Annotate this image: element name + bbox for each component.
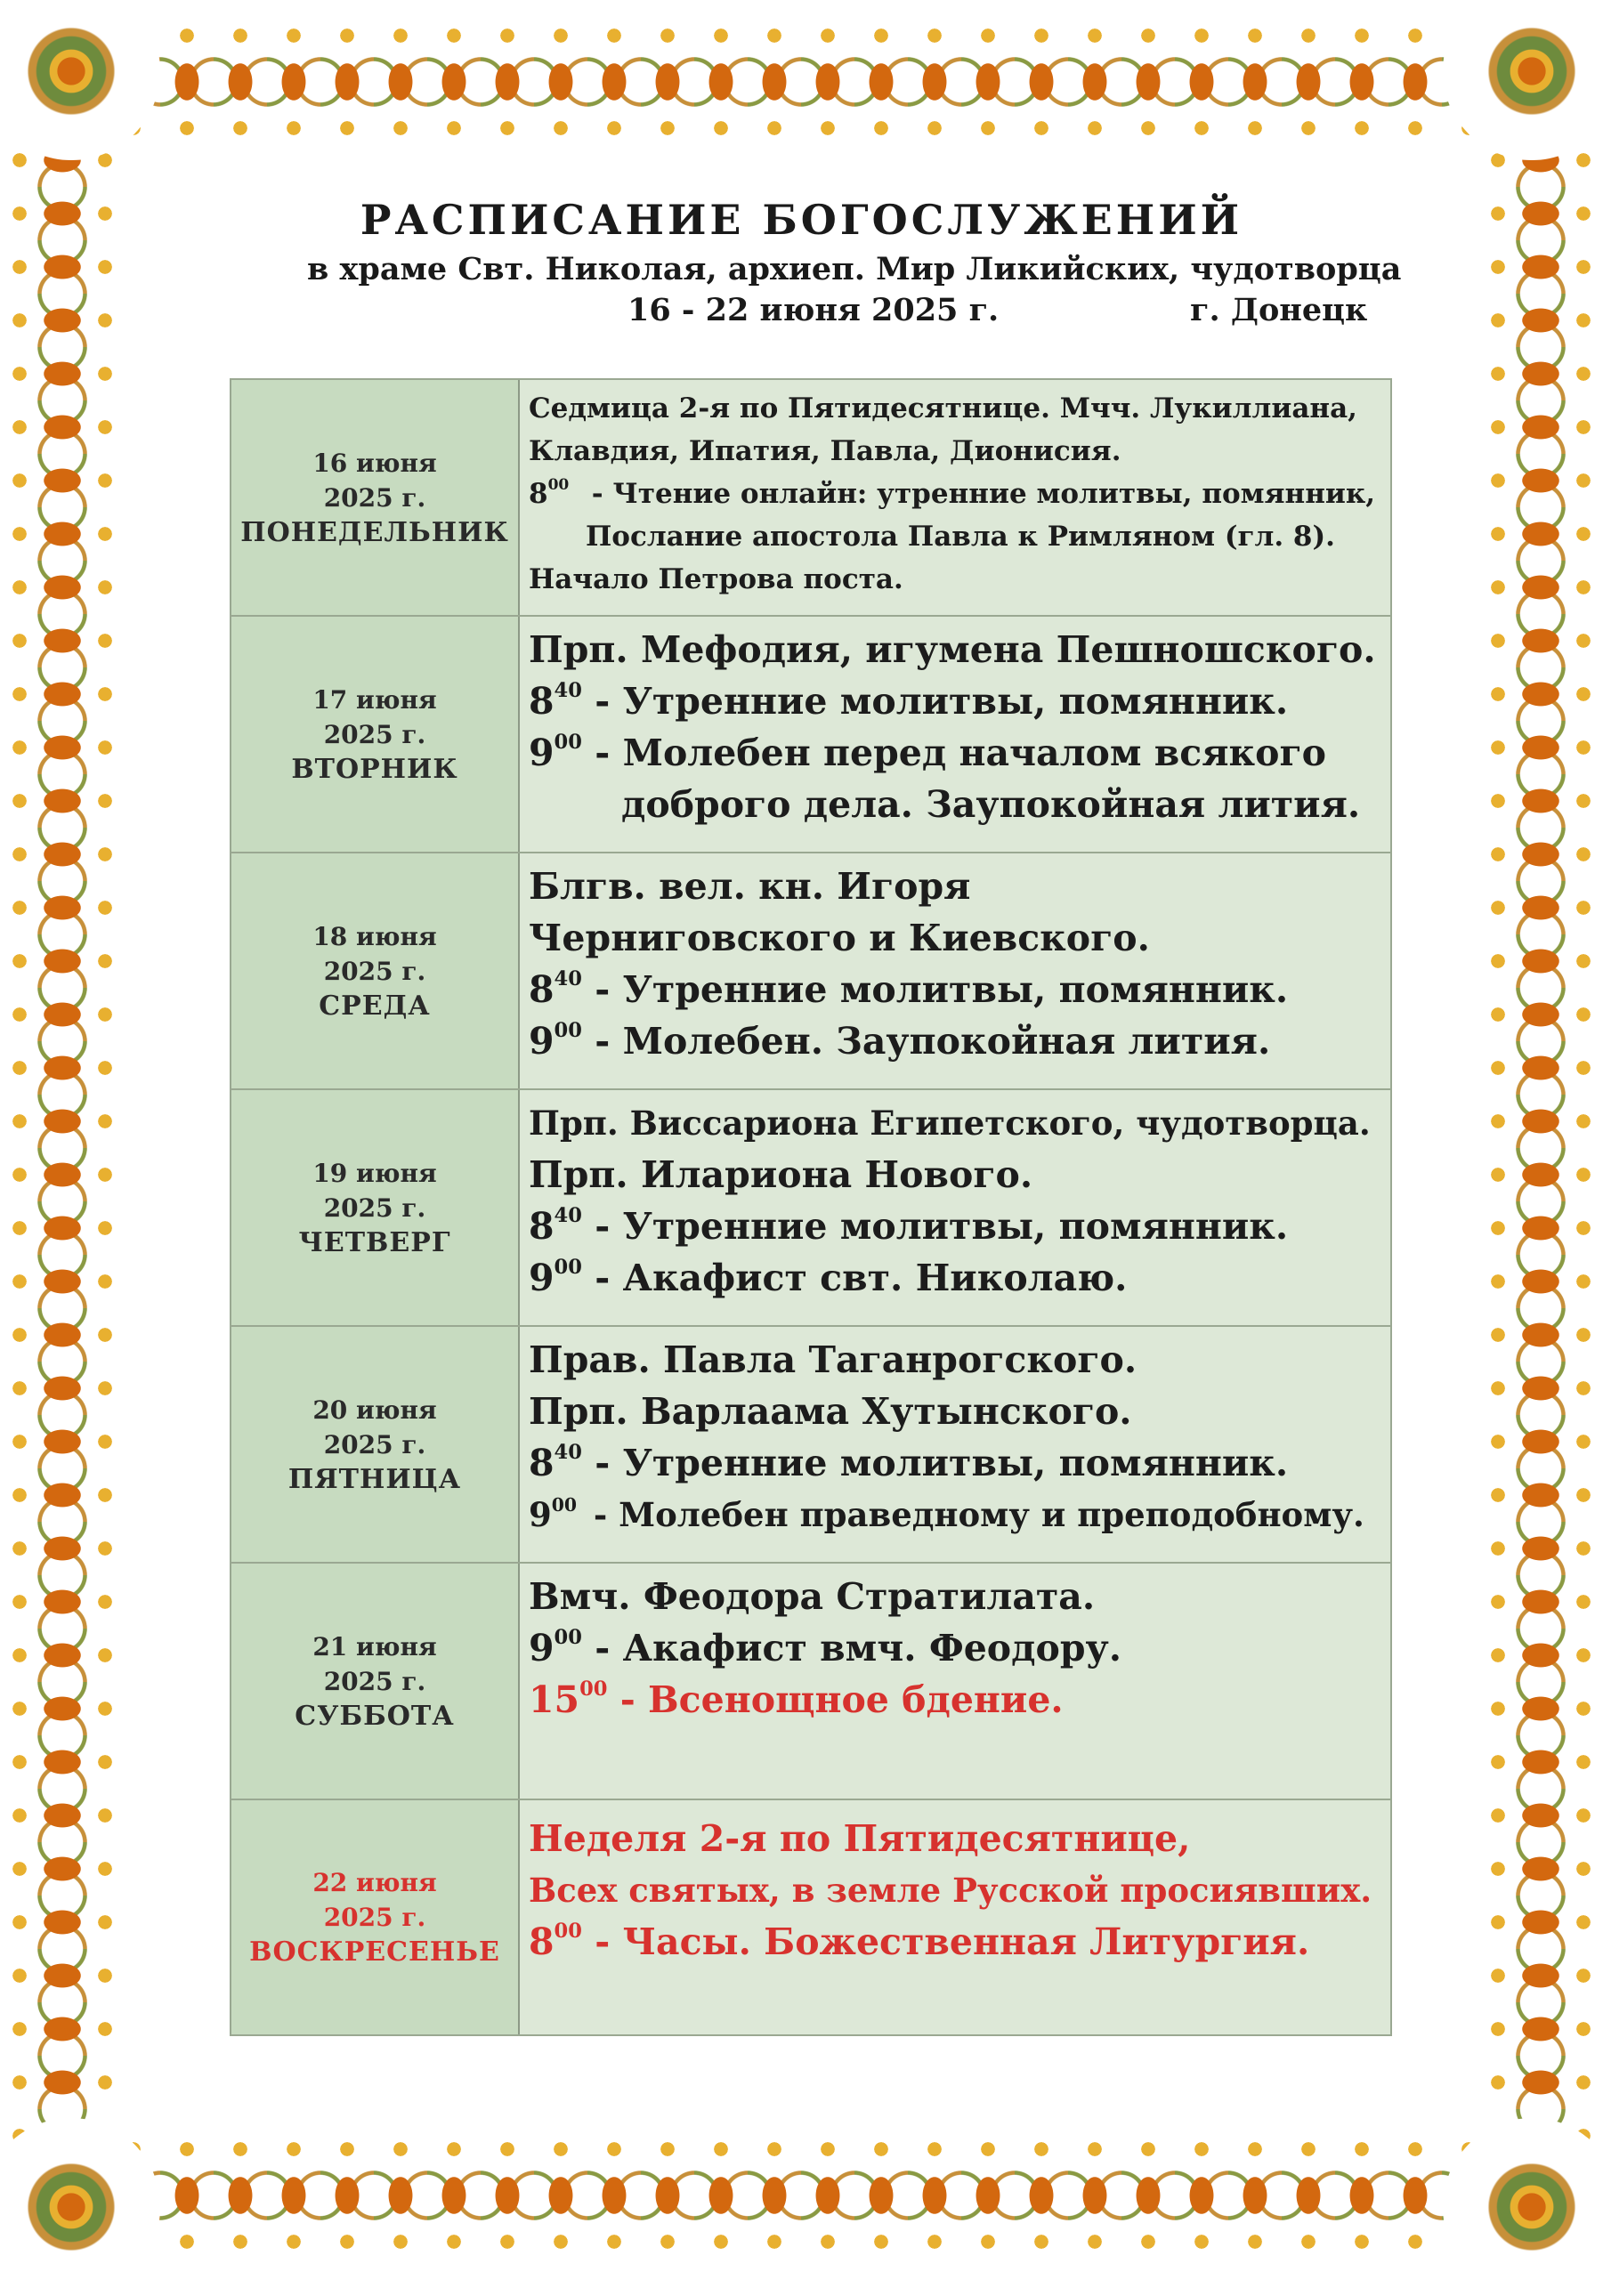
day-weekday: ВОСКРЕСЕНЬЕ xyxy=(249,1936,500,1968)
service-line: Блгв. вел. кн. Игоря xyxy=(529,865,971,908)
service-line: $9^{00}$ - Молебен. Заупокойная лития. xyxy=(529,1015,1385,1067)
service-time: $8^{00}$ xyxy=(529,1919,582,1963)
day-date: 20 июня xyxy=(312,1395,437,1425)
day-weekday: ПОНЕДЕЛЬНИК xyxy=(240,516,509,548)
day-row-friday xyxy=(231,1327,1390,1564)
day-year: 2025 г. xyxy=(323,1429,426,1459)
service-line: Клавдия, Ипатия, Павла, Дионисия. xyxy=(529,435,1121,467)
service-line: Черниговского и Киевского. xyxy=(529,917,1150,959)
date-cell xyxy=(231,380,520,615)
schedule-table xyxy=(230,378,1392,2036)
service-time: $8^{00}$ xyxy=(529,476,570,510)
date-cell xyxy=(231,1800,520,2034)
service-time: $9^{00}$ xyxy=(529,730,582,774)
ornament-border-left xyxy=(0,133,125,2145)
service-cell xyxy=(520,617,1390,852)
day-date: 16 июня xyxy=(312,448,437,478)
service-line: $8^{00}$ - Чтение онлайн: утренние молитвы, помянник, xyxy=(529,473,1385,515)
service-time: $8^{40}$ xyxy=(529,966,582,1011)
service-time: $9^{00}$ xyxy=(529,1255,582,1299)
service-cell xyxy=(520,1800,1390,2034)
service-cell xyxy=(520,1564,1390,1799)
service-line: Прав. Павла Таганрогского. xyxy=(529,1338,1137,1381)
service-line: Прп. Мефодия, игумена Пешношского. xyxy=(529,628,1376,671)
service-time: $8^{40}$ xyxy=(529,678,582,723)
service-line: Прп. Илариона Нового. xyxy=(529,1153,1033,1196)
service-line: $8^{40}$ - Утренние молитвы, помянник. xyxy=(529,1437,1385,1489)
service-line: Неделя 2-я по Пятидесятнице, xyxy=(529,1817,1191,1860)
day-row-thursday xyxy=(231,1090,1390,1327)
ornament-border-right xyxy=(1478,133,1603,2145)
service-time: $9^{00}$ xyxy=(529,1018,582,1063)
day-weekday: ПЯТНИЦА xyxy=(287,1463,462,1495)
day-year: 2025 г. xyxy=(323,1192,426,1223)
ornament-border-top xyxy=(0,0,1603,165)
day-date: 19 июня xyxy=(312,1158,437,1188)
service-line: Всех святых, в земле Русской просиявших. xyxy=(529,1871,1372,1910)
service-line: Прп. Варлаама Хутынского. xyxy=(529,1390,1132,1433)
day-date: 17 июня xyxy=(312,684,437,715)
service-line: $8^{00}$ - Часы. Божественная Литургия. xyxy=(529,1916,1385,1968)
day-date: 18 июня xyxy=(312,921,437,951)
service-cell xyxy=(520,853,1390,1088)
service-line: доброго дела. Заупокойная лития. xyxy=(621,783,1361,826)
date-cell xyxy=(231,1090,520,1325)
day-weekday: ВТОРНИК xyxy=(291,753,458,785)
date-cell xyxy=(231,853,520,1088)
service-line: $8^{40}$ - Утренние молитвы, помянник. xyxy=(529,675,1385,727)
service-line: Начало Петрова поста. xyxy=(529,563,903,595)
service-line: $9^{00}$ - Акафист вмч. Феодору. xyxy=(529,1622,1385,1674)
service-cell xyxy=(520,1090,1390,1325)
service-time: $8^{40}$ xyxy=(529,1203,582,1248)
day-year: 2025 г. xyxy=(323,719,426,749)
service-line: Вмч. Феодора Стратилата. xyxy=(529,1575,1096,1618)
day-year: 2025 г. xyxy=(323,482,426,513)
service-time: $8^{40}$ xyxy=(529,1440,582,1484)
day-date: 21 июня xyxy=(312,1631,437,1661)
page-title: РАСПИСАНИЕ БОГОСЛУЖЕНИЙ xyxy=(360,196,1243,244)
date-cell xyxy=(231,1327,520,1562)
day-row-tuesday xyxy=(231,617,1390,853)
day-weekday: ЧЕТВЕРГ xyxy=(298,1226,451,1258)
day-weekday: СРЕДА xyxy=(319,990,431,1022)
service-line: $8^{40}$ - Утренние молитвы, помянник. xyxy=(529,964,1385,1015)
service-time: $9^{00}$ xyxy=(529,1625,582,1669)
service-cell xyxy=(520,1327,1390,1562)
service-time: $15^{00}$ xyxy=(529,1677,608,1721)
date-cell xyxy=(231,617,520,852)
city-name: г. Донецк xyxy=(1190,292,1368,328)
service-line-vigil: $15^{00}$ - Всенощное бдение. xyxy=(529,1674,1385,1726)
day-year: 2025 г. xyxy=(323,956,426,986)
service-line: Послание апостола Павла к Римляном (гл. 8). xyxy=(586,521,1335,553)
service-line: Седмица 2-я по Пятидесятнице. Мчч. Лукиллиана, xyxy=(529,392,1357,424)
day-date: 22 июня xyxy=(312,1868,437,1897)
date-cell xyxy=(231,1564,520,1799)
service-line: $8^{40}$ - Утренние молитвы, помянник. xyxy=(529,1201,1385,1252)
church-name: в храме Свт. Николая, архиеп. Мир Ликийских, чудотворца xyxy=(307,251,1402,287)
day-year: 2025 г. xyxy=(323,1903,426,1932)
service-time: $9^{00}$ xyxy=(529,1493,578,1534)
day-row-monday xyxy=(231,380,1390,617)
day-row-saturday xyxy=(231,1564,1390,1800)
service-line: $9^{00}$ - Акафист свт. Николаю. xyxy=(529,1252,1385,1304)
service-line: $9^{00}$ - Молебен праведному и преподобному. xyxy=(529,1489,1385,1540)
day-weekday: СУББОТА xyxy=(295,1700,455,1732)
service-line: Прп. Виссариона Египетского, чудотворца. xyxy=(529,1104,1371,1143)
service-line: $9^{00}$ - Молебен перед началом всякого xyxy=(529,727,1385,779)
day-row-wednesday xyxy=(231,853,1390,1090)
day-row-sunday xyxy=(231,1800,1390,2034)
date-range: 16 - 22 июня 2025 г. xyxy=(627,292,1000,328)
ornament-border-bottom xyxy=(0,2114,1603,2278)
day-year: 2025 г. xyxy=(323,1666,426,1696)
service-cell xyxy=(520,380,1390,615)
